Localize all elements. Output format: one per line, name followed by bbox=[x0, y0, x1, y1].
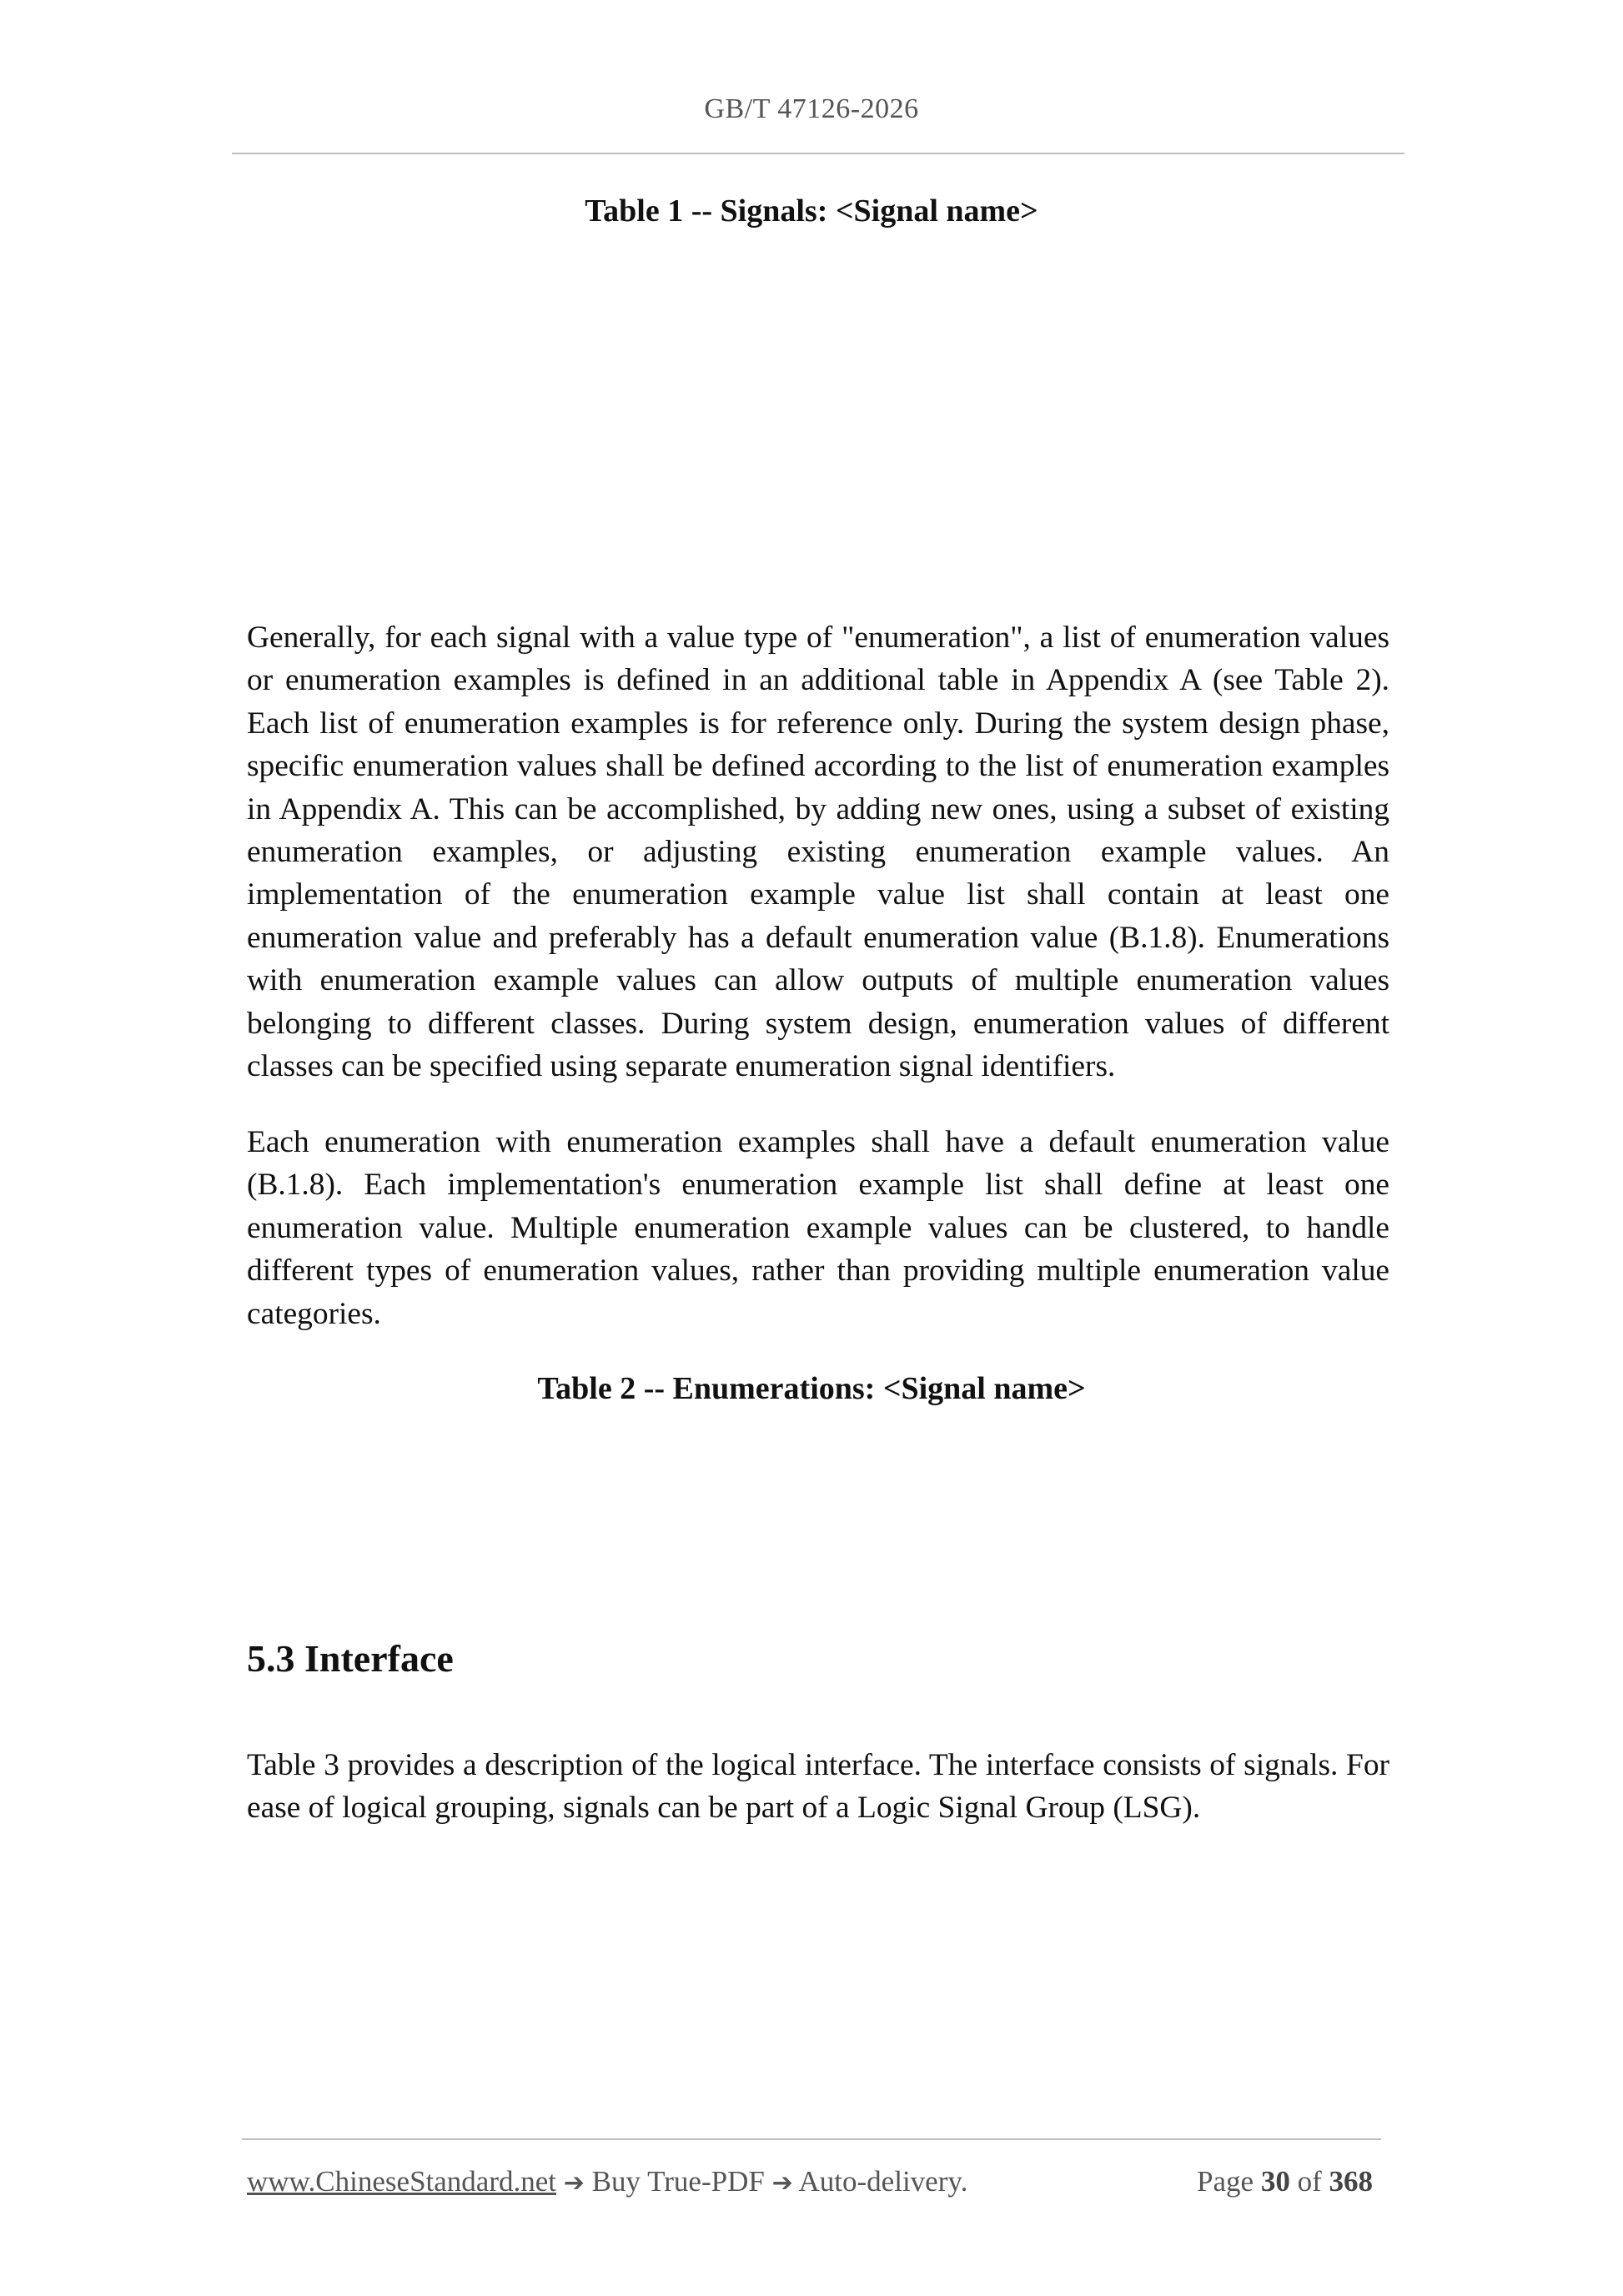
paragraph-default-enumeration: Each enumeration with enumeration examples shall have a default enumeration value (B.1.8). Each implementation's enumeration example list shall define at least one enumeration value. Multiple enumeration example values can be clustered, to handle different types of enumeration values, rather than providing multiple enumeration value categories. bbox=[247, 1125, 1389, 1331]
paragraph-interface-description: Table 3 provides a description of the logical interface. The interface consists of signals. For ease of logical grouping, signals can be part of a Logic Signal Group (LSG). bbox=[247, 1748, 1389, 1826]
arrow-right-icon: ➔ bbox=[771, 2168, 793, 2198]
page-of: of bbox=[1297, 2165, 1322, 2198]
website-link[interactable]: www.ChineseStandard.net bbox=[247, 2165, 556, 2198]
section-heading-interface: 5.3 Interface bbox=[247, 1637, 454, 1680]
page-current: 30 bbox=[1260, 2165, 1290, 2198]
header-divider bbox=[232, 153, 1404, 154]
buy-true-pdf-text: Buy True-PDF bbox=[591, 2165, 765, 2198]
page-number bbox=[1197, 2163, 1373, 2200]
footer-divider bbox=[242, 2138, 1381, 2140]
paragraph-enumeration-lists: Generally, for each signal with a value type of "enumeration", a list of enumeration values or enumeration examples is defined in an additional table in Appendix A (see Table 2). Each list of enumeration examples is for reference only. During the system design phase, specific enumeration values shall be defined according to the list of enumeration examples in Appendix A. This can be accomplished, by adding new ones, using a subset of existing enumeration examples, or adjusting existing enumeration example values. An implementation of the enumeration example value list shall contain at least one enumeration value and preferably has a default enumeration value (B.1.8). Enumerations with enumeration example values can allow outputs of multiple enumeration values belonging to different classes. During system design, enumeration values of different classes can be specified using separate enumeration signal identifiers. bbox=[247, 620, 1389, 1084]
auto-delivery-text: Auto-delivery. bbox=[798, 2165, 968, 2198]
page-word: Page bbox=[1197, 2165, 1254, 2198]
footer-promo bbox=[247, 2163, 967, 2202]
arrow-right-icon: ➔ bbox=[563, 2168, 585, 2198]
table-2-caption: Table 2 -- Enumerations: <Signal name> bbox=[537, 1371, 1086, 1406]
table-1-caption: Table 1 -- Signals: <Signal name> bbox=[585, 193, 1038, 229]
page-total: 368 bbox=[1329, 2165, 1373, 2198]
document-header: GB/T 47126-2026 bbox=[704, 93, 919, 124]
